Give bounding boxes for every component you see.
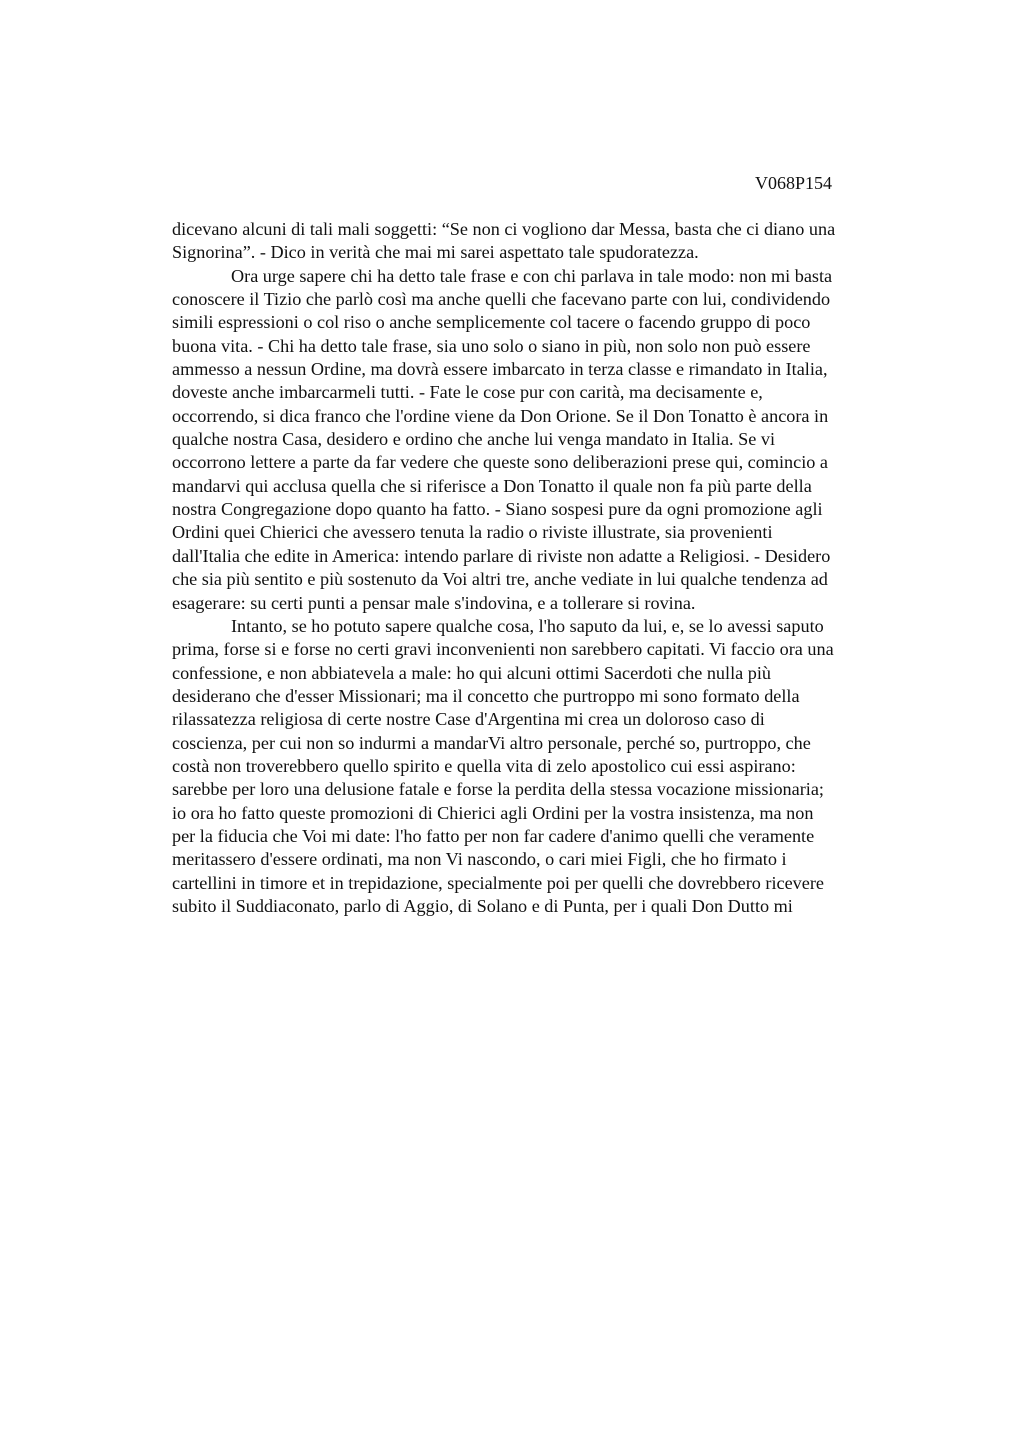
text-line: costà non troverebbero quello spirito e quella vita di zelo apostolico cui essi aspirano: — [172, 755, 796, 776]
text-line: io ora ho fatto queste promozioni di Chierici agli Ordini per la vostra insistenza, ma non — [172, 802, 814, 823]
text-line: nostra Congregazione dopo quanto ha fatto. - Siano sospesi pure da ogni promozione agli — [172, 499, 823, 520]
text-line: meritassero d'essere ordinati, ma non Vi nascondo, o cari miei Figli, che ho firmato i — [172, 849, 787, 870]
paragraph-start-line: Ora urge sapere chi ha detto tale frase e con chi parlava in tale modo: non mi basta — [231, 265, 833, 286]
text-line: mandarvi qui acclusa quella che si riferisce a Don Tonatto il quale non fa più parte della — [172, 475, 812, 496]
paragraph-start-line: Intanto, se ho potuto sapere qualche cosa, l'ho saputo da lui, e, se lo avessi saputo — [231, 615, 824, 636]
text-line: desiderano che d'esser Missionari; ma il concetto che purtroppo mi sono formato della — [172, 685, 800, 706]
text-line: rilassatezza religiosa di certe nostre Case d'Argentina mi crea un doloroso caso di — [172, 709, 765, 730]
text-line: confessione, e non abbiatevela a male: ho qui alcuni ottimi Sacerdoti che nulla più — [172, 662, 771, 683]
text-line: conoscere il Tizio che parlò così ma anche quelli che facevano parte con lui, condividendo — [172, 289, 831, 310]
text-line: per la fiducia che Voi mi date: l'ho fatto per non far cadere d'animo quelli che veramente — [172, 825, 815, 846]
body-text — [172, 218, 932, 918]
text-line: Ordini quei Chierici che avessero tenuta la radio o riviste illustrate, sia provenienti — [172, 522, 773, 543]
text-line: esagerare: su certi punti a pensar male s'indovina, e a tollerare si rovina. — [172, 592, 696, 613]
text-line: qualche nostra Casa, desidero e ordino che anche lui venga mandato in Italia. Se vi — [172, 429, 776, 450]
text-line: doveste anche imbarcarmeli tutti. - Fate le cose pur con carità, ma decisamente e, — [172, 382, 763, 403]
text-line: coscienza, per cui non so indurmi a mandarVi altro personale, perché so, purtroppo, che — [172, 732, 811, 753]
text-line: dicevano alcuni di tali mali soggetti: “Se non ci vogliono dar Messa, basta che ci diano una — [172, 219, 836, 239]
text-line: buona vita. - Chi ha detto tale frase, sia uno solo o siano in più, non solo non può essere — [172, 335, 811, 356]
text-line: che sia più sentito e più sostenuto da Voi altri tre, anche vediate in lui qualche tendenza ad — [172, 569, 828, 590]
text-line: dall'Italia che edite in America: intendo parlare di riviste non adatte a Religiosi. - Desidero — [172, 545, 831, 566]
text-line: occorrendo, si dica franco che l'ordine viene da Don Orione. Se il Don Tonatto è ancora in — [172, 405, 829, 426]
text-line: cartellini in timore et in trepidazione, specialmente poi per quelli che dovrebbero ricevere — [172, 872, 824, 893]
text-line: sarebbe per loro una delusione fatale e forse la perdita della stessa vocazione missionaria; — [172, 779, 824, 800]
text-line: subito il Suddiaconato, parlo di Aggio, di Solano e di Punta, per i quali Don Dutto mi — [172, 895, 793, 916]
text-line: simili espressioni o col riso o anche semplicemente col tacere o facendo gruppo di poco — [172, 312, 811, 333]
text-line: occorrono lettere a parte da far vedere che queste sono deliberazioni prese qui, comincio a — [172, 452, 828, 473]
page-code: V068P154 — [755, 173, 833, 193]
text-line: ammesso a nessun Ordine, ma dovrà essere imbarcato in terza classe e rimandato in Italia, — [172, 359, 828, 380]
text-line: Signorina”. - Dico in verità che mai mi sarei aspettato tale spudoratezza. — [172, 242, 699, 263]
text-line: prima, forse si e forse no certi gravi inconvenienti non sarebbero capitati. Vi faccio ora una — [172, 639, 834, 660]
